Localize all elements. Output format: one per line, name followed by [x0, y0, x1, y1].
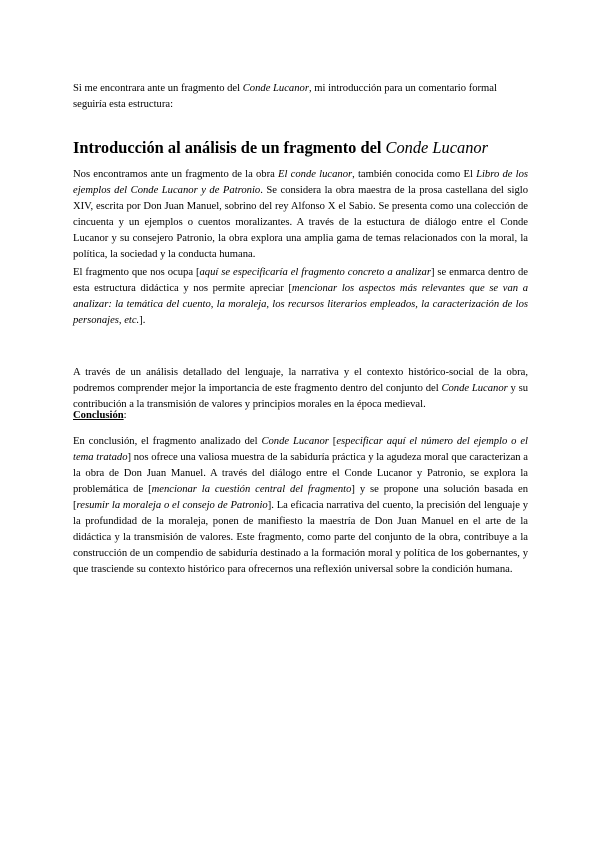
paragraph-introduction: Nos encontramos ante un fragmento de la obra El conde lucanor, también conocida como El Libro de los ejemplos del Conde Lucanor y de Patronio. Se considera la obra maestra de la prosa castellana del siglo XIV, escrita por Don Juan Manuel, sobrino del rey Alfonso X el Sabio. Se presenta como una colección de cincuenta y un ejemplos o cuentos moralizantes. A través de la estuctura de diálogo entre el Conde Lucanor y su consejero Patronio, la obra explora una amplia gama de temas relacionados con la moral, la política, la sociedad y la conducta humana.	[73, 169, 529, 260]
paragraph-fragment: El fragmento que nos ocupa [aquí se especificaría el fragmento concreto a analizar] se enmarca dentro de esta estructura didáctica y nos permite apreciar [mencionar los aspectos más relevantes que se van a analizar: la temática del cuento, la moraleja, los recursos literarios empleados, la caracterización de los personajes, etc.].	[73, 267, 529, 326]
paragraph-conclusion: En conclusión, el fragmento analizado del Conde Lucanor [especificar aquí el número del ejemplo o el tema tratado] nos ofrece una valiosa muestra de la sabiduría práctica y la agudeza moral que caracterizan a la obra de Don Juan Manuel. A través del diálogo entre el Conde Lucanor y Patronio, se explora la problemática de [mencionar la cuestión central del fragmento] y se propone una solución basada en [resumir la moraleja o el consejo de Patronio]. La eficacia narrativa del cuento, la precisión del lenguaje y la profundidad de la moraleja, ponen de manifiesto la maestría de Don Juan Manuel en el arte de la didáctica y la transmisión de valores. Este fragmento, como parte del conjunto de la obra, contribuye a la construcción de un compendio de sabiduría destinado a la formación moral y política de los gobernantes, y que trasciende su contexto histórico para ofrecernos una reflexión universal sobre la condición humana.	[73, 436, 529, 575]
intro-line: Si me encontrara ante un fragmento del Conde Lucanor, mi introducción para un comentario formal seguiría esta estructura:	[73, 83, 497, 110]
conclusion-heading: Conclusión:	[73, 410, 127, 421]
paragraph-analysis: A través de un análisis detallado del lenguaje, la narrativa y el contexto histórico-social de la obra, podremos comprender mejor la importancia de este fragmento dentro del conjunto del Conde Lucanor y su contribución a la transmisión de valores y principios morales en la época medieval.	[73, 367, 528, 410]
page-title: Introducción al análisis de un fragmento del Conde Lucanor	[73, 138, 488, 157]
